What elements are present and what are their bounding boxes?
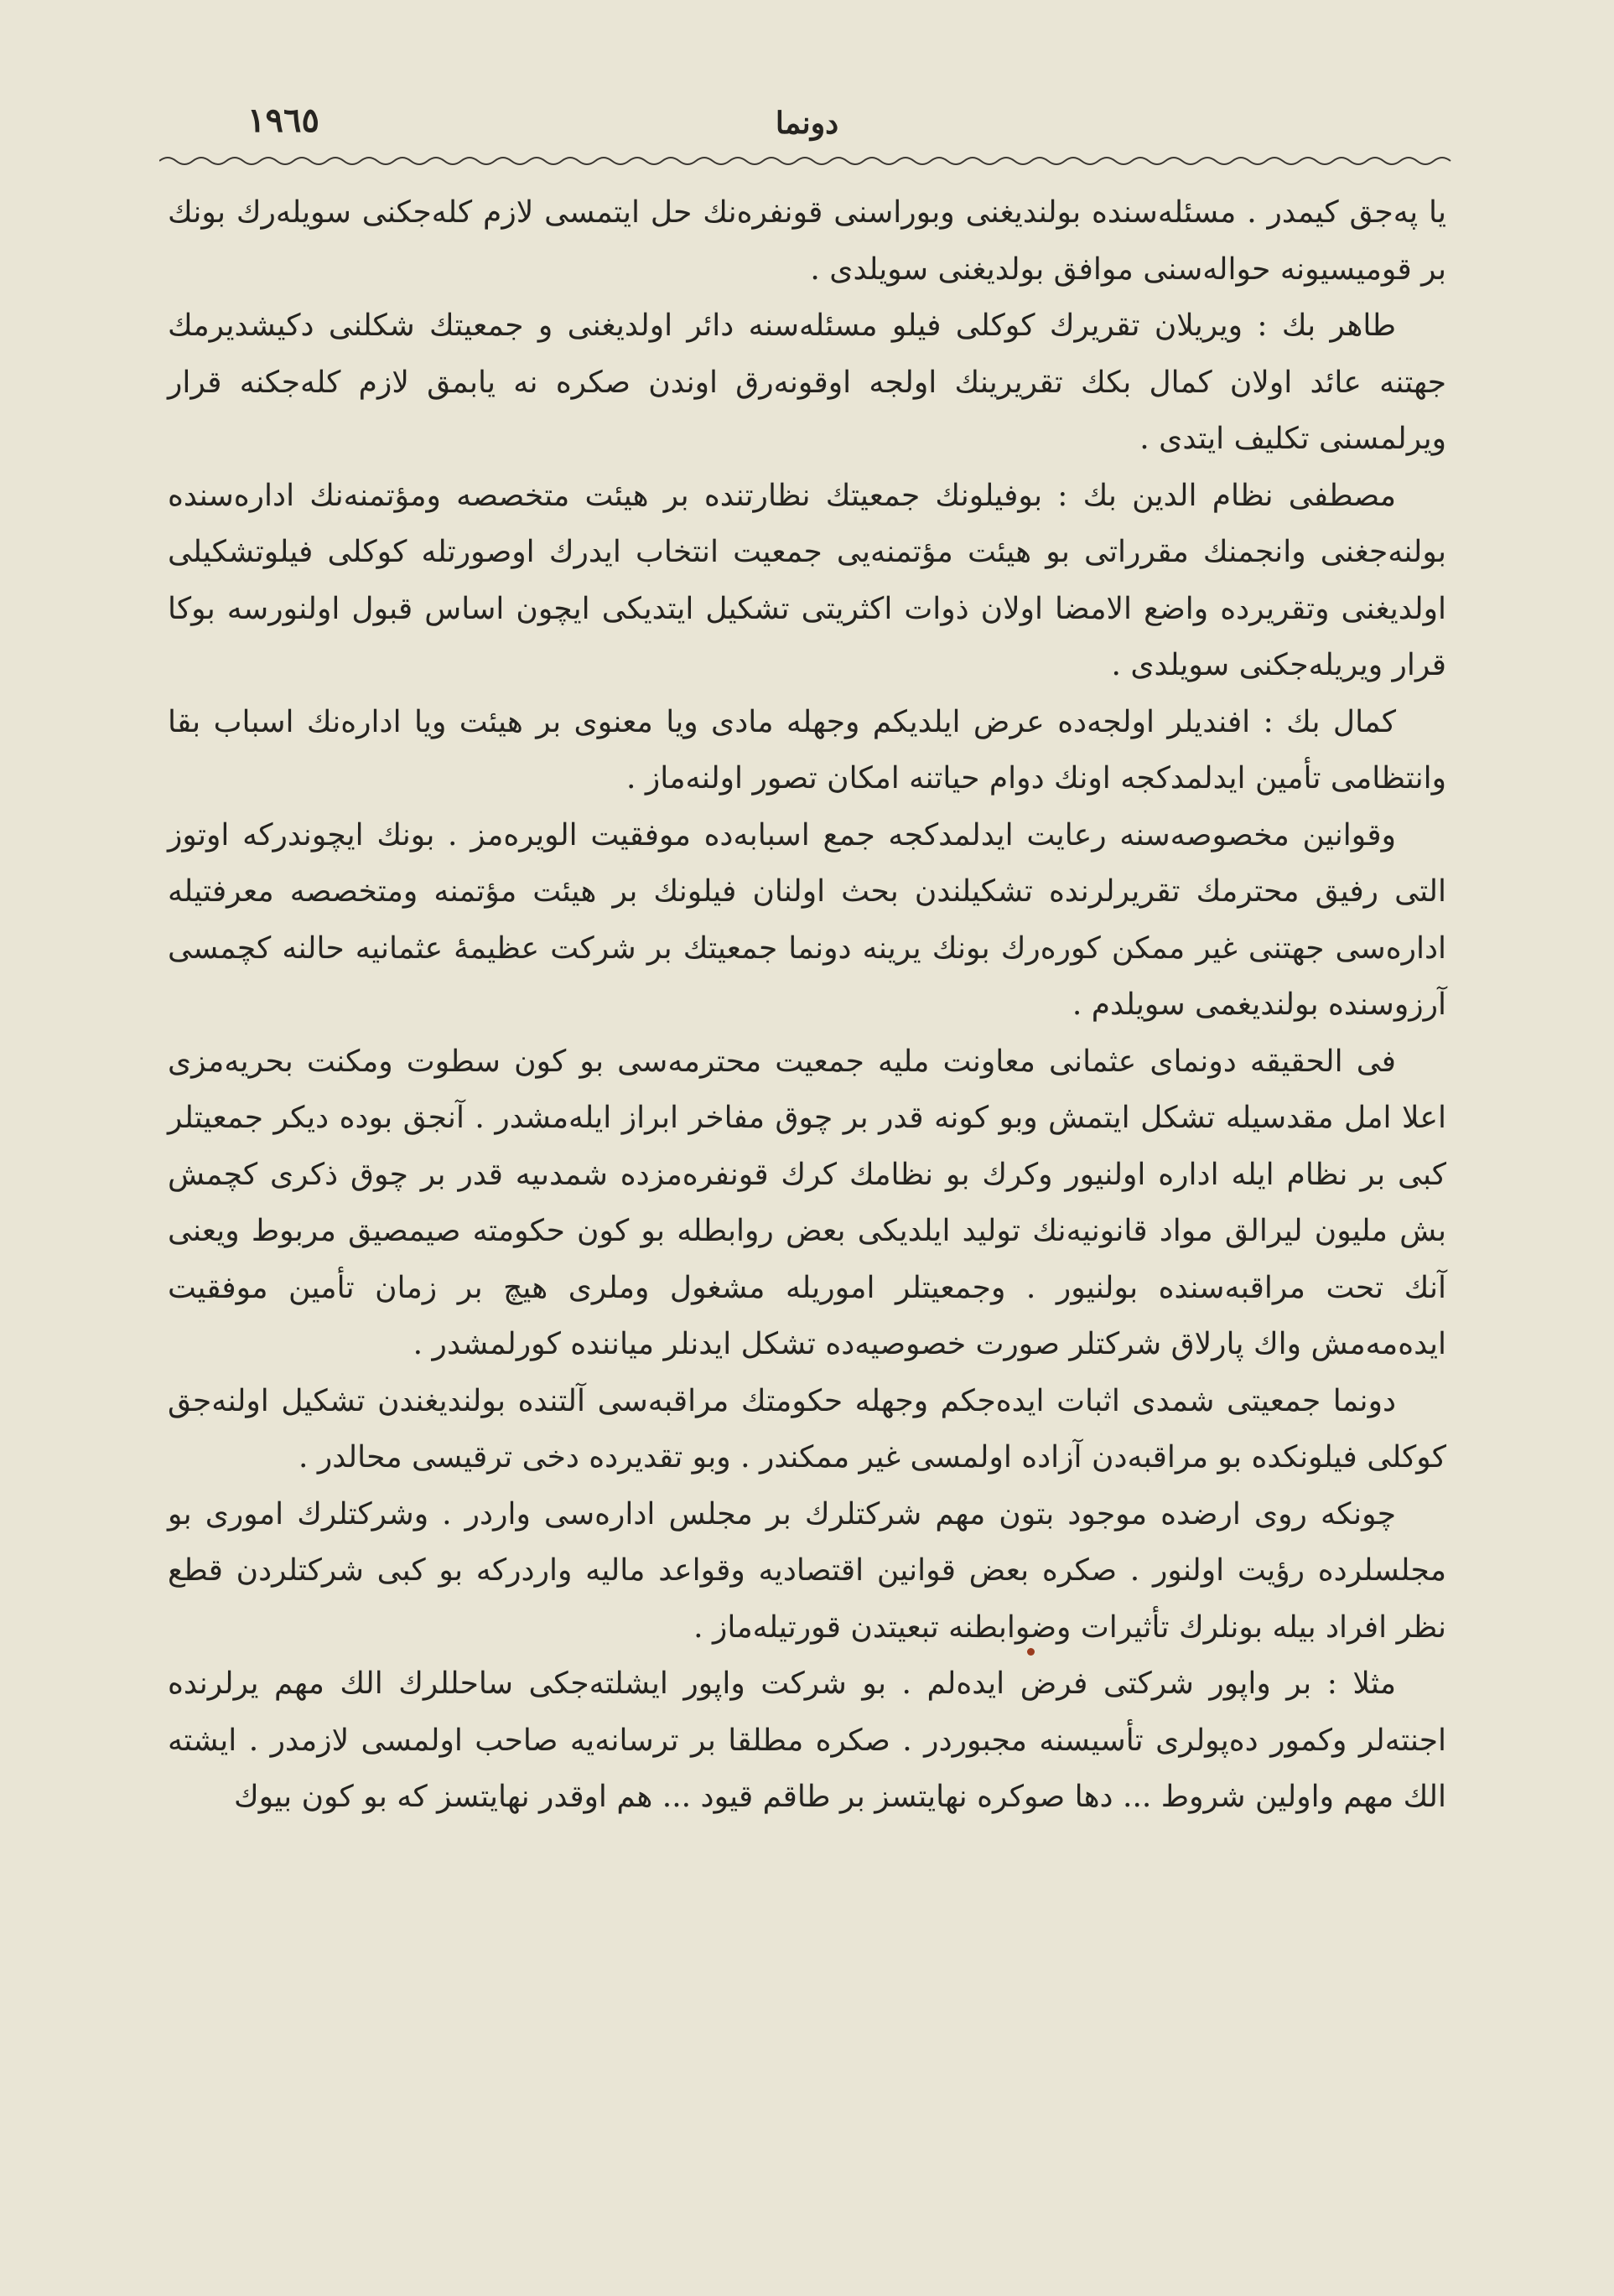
paragraph: يا پەجق كيمدر . مسئلەسندە بولنديغنى وبوراسنى قونفرەنك حل ايتمسى لازم كلەجكنى سويلەرك بونك بر قوميسيونە حوالەسنى موافق بولديغنى سويلدى . — [168, 195, 1446, 287]
paragraph: فى الحقيقە دونماى عثمانى معاونت مليە جمعيت محترمەسى بو كون سطوت ومكنت بحريەمزى اعلا امل مقدسيلە تشكل ايتمش وبو كونە قدر بر چوق مفاخر ابراز ايلەمشدر . آنجق بودە ديكر جمعيتلر كبى بر نظام ايلە ادارە اولنيور وكرك بو نظامك كرك قونفرەمزدە شمدىيە قدر بر چوق ذكرى كچمش بش مليون ليرالق مواد قانونيەنك توليد ايلديكى بعض روابطلە بو كون حكومتە صيمصيق مربوط ويعنى آنك تحت مراقبەسندە بولنيور . وجمعيتلر اموريلە مشغول وملرى هيچ بر زمان تأمين موفقيت ايدەمەمش واك پارلاق شركتلر صورت خصوصيەدە تشكل ايدنلر ميانندە كورلمشدر . — [168, 1044, 1446, 1361]
paragraph: چونكە روى ارضدە موجود بتون مهم شركتلرك بر مجلس ادارەسى واردر . وشركتلرك امورى بو مجلسلردە رؤيت اولنور . صكرە بعض قوانين اقتصاديە وقواعد ماليە واردركە بو كبى شركتلردن قطع نظر افراد بيلە بونلرك تأثيرات وضوابطنە تبعيتدن قورتيلەماز . — [168, 1496, 1446, 1645]
paragraph: كمال بك : افنديلر اولجەدە عرض ايلديكم وجهلە مادى ويا معنوى بر هيئت ويا ادارەنك اسباب بقا وانتظامى تأمين ايدلمدكجە اونك دوام حياتنە امكان تصور اولنەماز . — [168, 704, 1446, 796]
paragraph: دونما جمعيتى شمدى اثبات ايدەجكم وجهلە حكومتك مراقبەسى آلتندە بولنديغندن تشكيل اولنەجق كوكلى فيلونكدە بو مراقبەدن آزادە اولمسى غير ممكندر . وبو تقديردە دخى ترقيسى محالدر . — [168, 1383, 1446, 1475]
paragraph: مثلا : بر واپور شركتى فرض ايدەلم . بو شركت واپور ايشلتەجكى ساحللرك الك مهم يرلرندە اجنتەلر وكمور دەپولرى تأسيسنە مجبوردر . صكرە مطلقا بر ترسانەيە صاحب اولمسى لازمدر . ايشتە الك مهم واولين شروط ... دها صوكرە نهايتسز بر طاقم قيود ... هم اوقدر نهايتسز كە بو كون بيوك — [168, 1666, 1446, 1814]
page-number: ١٩٦٥ — [247, 101, 319, 140]
paragraph: طاهر بك : ويريلان تقريرك كوكلى فيلو مسئلەسنە دائر اولديغنى و جمعيتك شكلنى دكيشديرمك جهتنە عائد اولان كمال بكك تقريرينك اولجە اوقونەرق اوندن صكرە نە يابمق لازم كلەجكنە قرار ويرلمسنى تكليف ايتدى . — [168, 308, 1446, 456]
ink-spot — [1027, 1648, 1035, 1656]
paragraph: مصطفى نظام الدين بك : بوفيلونك جمعيتك نظارتندە بر هيئت متخصصە ومؤتمنەنك ادارەسندە بولنەجغنى وانجمنك مقرراتى بو هيئت مؤتمنەيى جمعيت انتخاب ايدرك اوصورتلە كوكلى فيلوتشكيلى اولديغنى وتقريردە واضع الامضا اولان ذوات اكثريتى تشكيل ايتديكى ايچون اساس قبول اولنورسە بوكا قرار ويريلەجكنى سويلدى . — [168, 478, 1446, 682]
running-title: دونما — [775, 106, 839, 141]
page-body — [168, 184, 1446, 1826]
paragraph: وقوانين مخصوصەسنە رعايت ايدلمدكجە جمع اسبابەدە موفقيت الويرەمز . بونك ايچوندركە اوتوز التى رفيق محترمك تقريرلرندە تشكيلندن بحث اولنان فيلونك بر هيئت مؤتمنە ومتخصصە معرفتيلە ادارەسى جهتنى غير ممكن كورەرك بونك يرينە دونما جمعيتك بر شركت عظيمۀ عثمانيە حالنە كچمسى آرزوسندە بولنديغمى سويلدم . — [168, 817, 1446, 1022]
wavy-header-rule — [159, 151, 1459, 171]
